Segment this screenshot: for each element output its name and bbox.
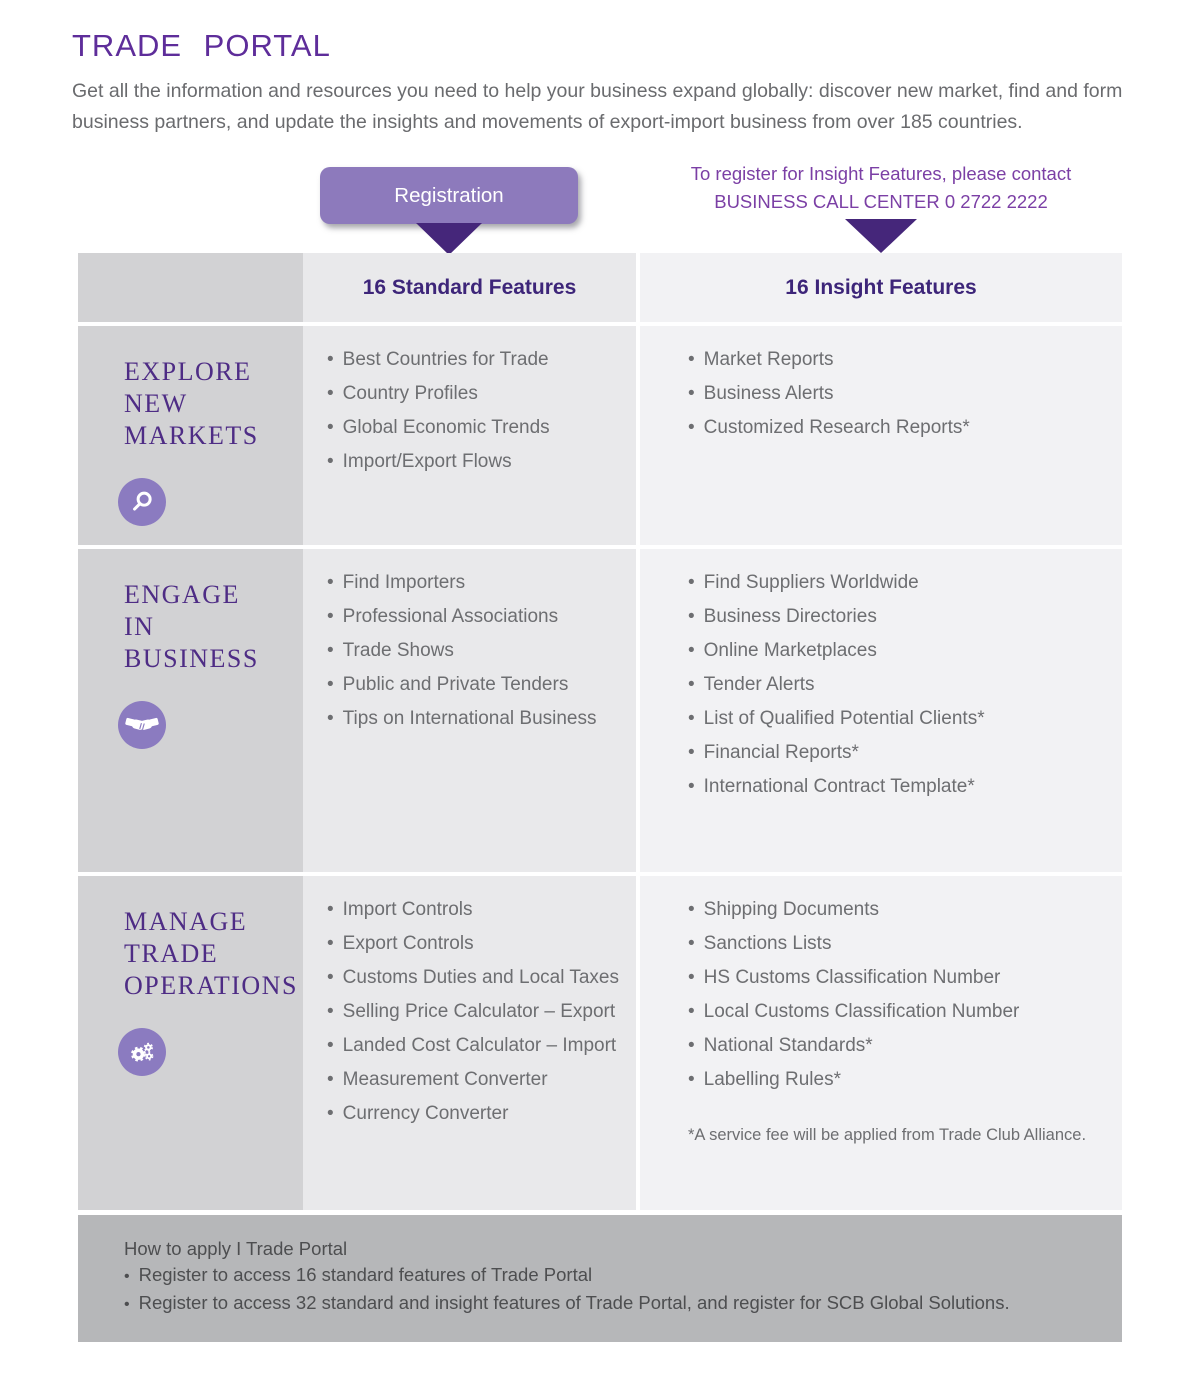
list-item: • Register to access 32 standard and insight features of Trade Portal, and register for SCB Global Solutions. [124, 1290, 1102, 1318]
list-item: • Export Controls [327, 933, 626, 954]
standard-feature-list [303, 876, 636, 1124]
list-item: • Import Controls [327, 899, 626, 920]
list-item: • HS Customs Classification Number [688, 967, 1112, 988]
list-item: • Shipping Documents [688, 899, 1112, 920]
standard-cell-row2 [303, 549, 636, 872]
list-item: • Best Countries for Trade [327, 349, 626, 370]
standard-features-header: 16 Standard Features [303, 253, 636, 322]
category-manage-trade-operations [78, 876, 303, 1210]
insight-feature-list [640, 326, 1122, 438]
footer-title: How to apply I Trade Portal [124, 1238, 348, 1259]
list-item: • Sanctions Lists [688, 933, 1112, 954]
list-item: • Measurement Converter [327, 1069, 626, 1090]
list-item: • Business Alerts [688, 383, 1112, 404]
list-item: • International Contract Template* [688, 776, 1112, 797]
insight-feature-list [640, 876, 1122, 1090]
list-item: • Country Profiles [327, 383, 626, 404]
features-table [78, 253, 1122, 1210]
how-to-apply-footer [78, 1215, 1122, 1342]
handshake-icon [118, 701, 166, 749]
insight-arrow-down-icon [845, 219, 917, 253]
footer-list [124, 1262, 1102, 1318]
list-item: • Market Reports [688, 349, 1112, 370]
list-item: • Register to access 16 standard features of Trade Portal [124, 1262, 1102, 1290]
list-item: • Financial Reports* [688, 742, 1112, 763]
table-corner-cell [78, 253, 303, 322]
insight-cell-row1 [636, 326, 1122, 545]
list-item: • Business Directories [688, 606, 1112, 627]
insight-cell-row2 [636, 549, 1122, 872]
registration-arrow-down-icon [416, 223, 482, 255]
list-item: • Find Suppliers Worldwide [688, 572, 1112, 593]
category-label: EXPLORE NEW MARKETS [124, 357, 259, 450]
list-item: • Tips on International Business [327, 708, 626, 729]
list-item: • Landed Cost Calculator – Import [327, 1035, 626, 1056]
category-label: ENGAGE IN BUSINESS [124, 580, 259, 673]
category-engage-in-business [78, 549, 303, 872]
insight-contact-line2: BUSINESS CALL CENTER 0 2722 2222 [714, 191, 1048, 212]
list-item: • List of Qualified Potential Clients* [688, 708, 1112, 729]
list-item: • Import/Export Flows [327, 451, 626, 472]
list-item: • Currency Converter [327, 1103, 626, 1124]
insight-contact-note [640, 160, 1122, 216]
page-title: TRADE PORTAL [72, 28, 331, 63]
list-item: • Public and Private Tenders [327, 674, 626, 695]
insight-contact-line1: To register for Insight Features, please contact [690, 163, 1072, 184]
list-item: • Trade Shows [327, 640, 626, 661]
list-item: • Find Importers [327, 572, 626, 593]
list-item: • National Standards* [688, 1035, 1112, 1056]
list-item: • Selling Price Calculator – Export [327, 1001, 626, 1022]
standard-cell-row3 [303, 876, 636, 1210]
magnifier-icon [118, 478, 166, 526]
intro-text: Get all the information and resources you need to help your business expand globally: discover new market, find and form business partners, and update the insights and movements of export-import business from over 185 countries. [72, 80, 1123, 133]
list-item: • Labelling Rules* [688, 1069, 1112, 1090]
insight-features-header: 16 Insight Features [636, 253, 1122, 322]
list-item: • Local Customs Classification Number [688, 1001, 1112, 1022]
standard-cell-row1 [303, 326, 636, 545]
standard-feature-list [303, 326, 636, 472]
insight-cell-row3 [636, 876, 1122, 1210]
list-item: • Customs Duties and Local Taxes [327, 967, 626, 988]
registration-button[interactable]: Registration [320, 167, 578, 224]
list-item: • Global Economic Trends [327, 417, 626, 438]
list-item: • Online Marketplaces [688, 640, 1112, 661]
list-item: • Professional Associations [327, 606, 626, 627]
service-fee-footnote: *A service fee will be applied from Trade Club Alliance. [688, 1126, 1087, 1144]
category-explore-new-markets [78, 326, 303, 545]
standard-feature-list [303, 549, 636, 729]
insight-feature-list [640, 549, 1122, 797]
category-label: MANAGE TRADE OPERATIONS [124, 907, 298, 1000]
list-item: • Customized Research Reports* [688, 417, 1112, 438]
list-item: • Tender Alerts [688, 674, 1112, 695]
gears-icon [118, 1028, 166, 1076]
